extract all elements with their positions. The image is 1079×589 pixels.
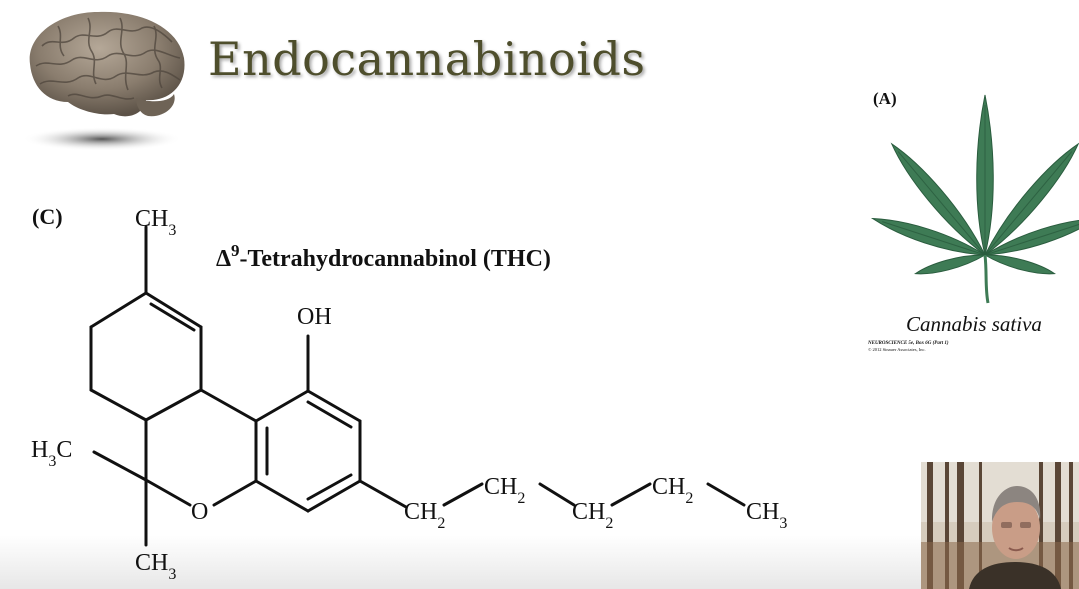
presenter-webcam-video (921, 462, 1079, 589)
atom-methyl-left: $H_3C$ (31, 437, 73, 470)
atom-chain-ch2-1: $CH_2$ (404, 499, 446, 532)
slide-title: Endocannabinoids (208, 32, 646, 86)
atom-chain-ch2-4: $CH_2$ (652, 474, 694, 507)
atom-hydroxyl: OH (297, 304, 332, 330)
atom-methyl-top: $CH_3$ (135, 206, 177, 239)
molecule-bonds (91, 227, 744, 545)
panel-c-label: (C) (32, 204, 63, 229)
atom-chain-ch2-3: $CH_2$ (572, 499, 614, 532)
atom-chain-ch2-2: $CH_2$ (484, 474, 526, 507)
panel-a-label: (A) (873, 89, 897, 108)
cannabis-leaf-icon (871, 95, 1079, 303)
thc-name-heading (216, 241, 551, 272)
figure-credit-line1: NEUROSCIENCE 5e, Box 6G (Part 1) (868, 341, 949, 346)
brain-image (18, 6, 190, 156)
species-caption: Cannabis sativa (906, 312, 1042, 336)
thc-structure-diagram (0, 190, 820, 589)
thc-name-rest: -Tetrahydrocannabinol (THC) (239, 246, 551, 272)
atom-methyl-bottom: $CH_3$ (135, 550, 177, 583)
cannabis-leaf-figure (855, 80, 1079, 370)
thc-name-superscript: 9 (231, 241, 240, 260)
figure-credit-line2: © 2012 Sinauer Associates, Inc. (868, 347, 926, 352)
atom-chain-ch3: $CH_3$ (746, 499, 788, 532)
atom-oxygen: O (191, 499, 209, 525)
presenter-avatar (921, 462, 1079, 589)
thc-name-prefix: Δ (216, 246, 232, 272)
